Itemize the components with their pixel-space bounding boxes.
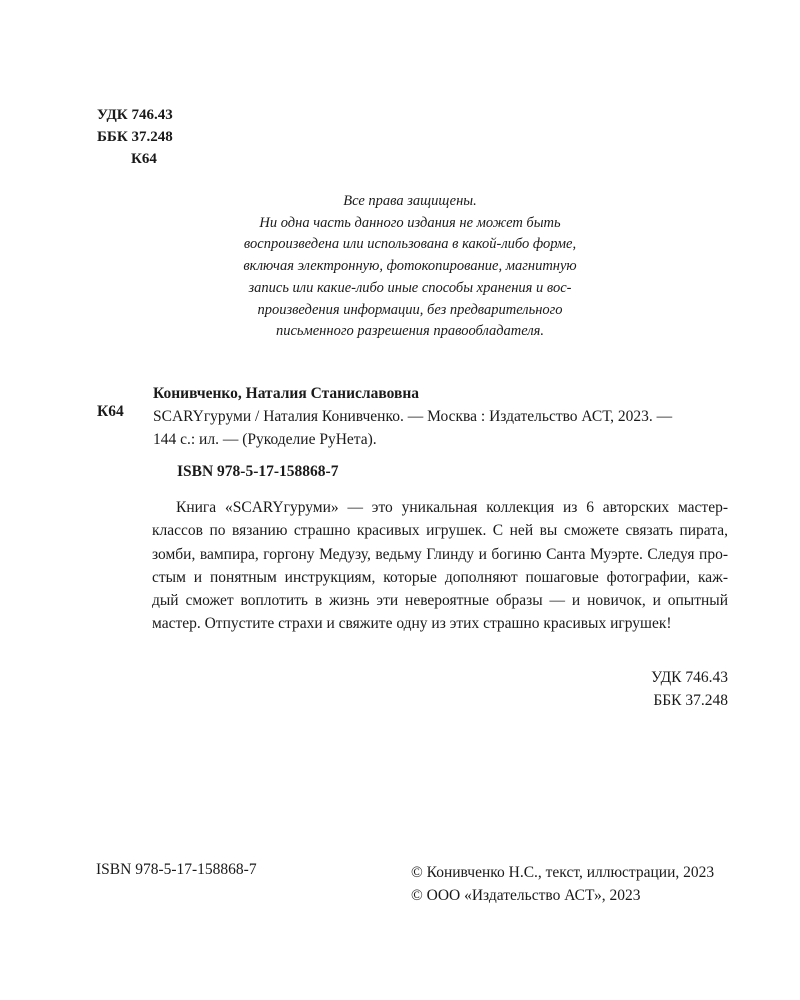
rights-line: воспроизведена или использована в какой-либо форме,: [243, 236, 577, 253]
author-mark: К64: [131, 151, 157, 167]
annotation-line: классов по вязанию страшно красивых игрушек. С ней вы сможете связать пирата,: [152, 522, 728, 540]
udk-code-bottom: УДК 746.43: [651, 669, 728, 686]
biblio-pages-line: 144 с.: ил. — (Рукоделие РуНета).: [153, 431, 377, 448]
rights-line: Все права защищены.: [343, 193, 477, 209]
rights-line: произведения информации, без предварительного: [257, 301, 563, 318]
rights-line: запись или какие-либо иные способы хранения и вос-: [248, 279, 572, 296]
classification-codes-top: [97, 104, 173, 170]
footer-isbn: ISBN 978-5-17-158868-7: [96, 861, 257, 878]
rights-line: Ни одна часть данного издания не может быть: [259, 214, 561, 231]
annotation-line: зомби, вампира, горгону Медузу, ведьму Глинду и богиню Санта Муэрте. Следуя про-: [152, 545, 728, 563]
annotation-line: дый сможет воплотить в жизнь эти невероятные образы — и новичок, и опытный: [152, 592, 728, 610]
bbk-code-bottom: ББК 37.248: [653, 692, 728, 709]
rights-notice: [200, 191, 620, 343]
bbk-code: ББК 37.248: [97, 129, 173, 145]
copyright-author: © Конивченко Н.С., текст, иллюстрации, 2023: [411, 864, 715, 881]
biblio-title-line: SCARYгуруми / Наталия Конивченко. — Москва : Издательство АСТ, 2023. —: [153, 408, 673, 425]
udk-code: УДК 746.43: [97, 107, 173, 123]
biblio-author: Конивченко, Наталия Станиславовна: [153, 385, 420, 402]
rights-line: письменного разрешения правообладателя.: [275, 323, 545, 340]
rights-line: включая электронную, фотокопирование, магнитную: [243, 258, 577, 275]
annotation-line: мастер. Отпустите страхи и свяжите одну из этих страшно красивых игрушек!: [152, 615, 672, 633]
annotation-line: стым и понятным инструкциям, которые дополняют пошаговые фотографии, каж-: [152, 568, 728, 586]
copyright-block: [411, 861, 714, 907]
bibliographic-record: [153, 382, 743, 451]
copyright-publisher: © ООО «Издательство АСТ», 2023: [411, 887, 641, 904]
classification-codes-bottom: [610, 666, 728, 712]
biblio-author-mark: К64: [97, 403, 124, 420]
annotation: [152, 496, 728, 636]
biblio-isbn: ISBN 978-5-17-158868-7: [177, 463, 339, 480]
annotation-line: Книга «SCARYгуруми» — это уникальная коллекция из 6 авторских мастер-: [176, 499, 728, 516]
